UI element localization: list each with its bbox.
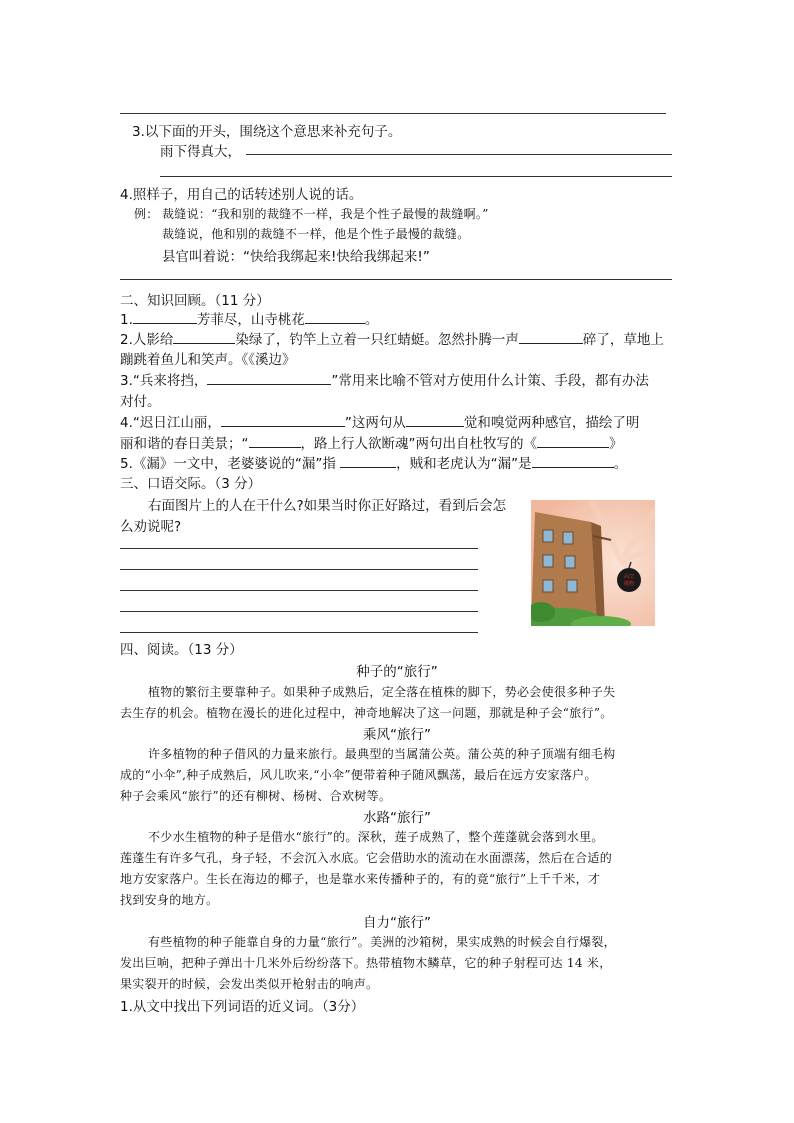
subtitle-self: 自力“旅行”: [363, 915, 431, 931]
q4-example-line1: 裁缝说：“我和别的裁缝不一样，我是个性子最慢的裁缝啊。”: [162, 207, 489, 221]
section2-heading: 二、知识回顾。（11 分）: [120, 293, 270, 309]
answer-line-s3-4[interactable]: [120, 611, 478, 612]
s2-item4-d: 丽和谐的春日美景；“: [120, 436, 249, 452]
q3-prompt: 雨下得真大，: [160, 144, 241, 160]
s2-item4-c: 觉和嗅觉两种感官，描绘了明: [463, 415, 640, 431]
blank-1b[interactable]: [305, 311, 365, 324]
blank-4d[interactable]: [537, 435, 609, 448]
s2-item4-line2: [120, 432, 623, 452]
q4-example-prefix: 例：: [134, 207, 159, 221]
q4-example-line2: 裁缝说，他和别的裁缝不一样，他是个性子最慢的裁缝。: [162, 227, 470, 241]
answer-line-q3b[interactable]: [160, 176, 672, 177]
subtitle-water: 水路“旅行”: [363, 810, 431, 826]
s2-item2-c: 碎了，草地上: [582, 332, 664, 348]
s2-item1: [120, 308, 378, 328]
s2-item4-e: ，路上行人欲断魂”两句出自杜牧写的《: [300, 436, 537, 452]
s2-item2-b: 染绿了，钓竿上立着一只红蜻蜓。忽然扑腾一声: [235, 332, 519, 348]
p3-line4: 找到安身的地方。: [120, 893, 219, 907]
s2-item1-c: 。: [364, 312, 379, 328]
section3-heading: 三、口语交际。（3 分）: [120, 476, 262, 492]
blank-4b[interactable]: [406, 414, 464, 427]
s2-item5: [120, 452, 627, 472]
p3-line3: 地方安家落户。生长在海边的椰子，也是靠水来传播种子的，有的竟“旅行”上千千米，才: [120, 872, 601, 886]
answer-line-s3-1[interactable]: [120, 548, 478, 549]
falling-object: [617, 568, 641, 592]
blank-2a[interactable]: [173, 331, 235, 344]
s2-item5-a: 5.《漏》一文中，老婆婆说的“漏”指: [120, 456, 341, 472]
q4-example-line3: 县官叫着说：“快给我绑起来!快给我绑起来!”: [162, 249, 430, 265]
q3-label: 3.以下面的开头，围绕这个意思来补充句子。: [132, 124, 402, 140]
answer-line-q3a[interactable]: [246, 154, 672, 155]
s2-item4: [120, 411, 639, 431]
s2-item2-d: 蹦跳着鱼儿和笑声。《《溪边》: [120, 352, 296, 368]
p3-line2: 莲蓬生有许多气孔，身子轻，不会沉入水底。它会借助水的流动在水面漂荡，然后在合适的: [120, 851, 613, 865]
s2-item1-a: 1.: [120, 312, 133, 328]
p2-line2: 成的“小伞”,种子成熟后，风儿吹来,“小伞”便带着种子随风飘荡，最后在远方安家落户。: [120, 768, 597, 782]
illustration-building: [531, 500, 655, 626]
answer-line-s3-5[interactable]: [120, 632, 478, 633]
s2-item2: [120, 328, 664, 348]
blank-5b[interactable]: [532, 455, 614, 468]
blank-4c[interactable]: [249, 435, 301, 448]
s3-line2: 么劝说呢?: [120, 519, 182, 535]
p2-line1: 许多植物的种子借风的力量来旅行。最典型的当属蒲公英。蒲公英的种子顶端有细毛构: [148, 747, 616, 761]
p4-line3: 果实裂开的时候，会发出类似开枪射击的响声。: [120, 977, 379, 991]
blank-2b[interactable]: [519, 331, 583, 344]
blank-3a[interactable]: [207, 372, 331, 385]
answer-line-top[interactable]: [120, 113, 666, 114]
s2-item1-b: 芳菲尽，山寺桃花: [196, 312, 305, 328]
building-illustration-svg: [531, 500, 655, 626]
s2-item3-c: 对付。: [120, 394, 161, 410]
s2-item5-c: 。: [613, 456, 628, 472]
reading-title: 种子的“旅行”: [356, 664, 438, 680]
blank-1a[interactable]: [133, 311, 197, 324]
s3-line1: 右面图片上的人在干什么?如果当时你正好路过，看到后会怎: [148, 498, 507, 514]
s2-item5-b: ，贼和老虎认为“漏”是: [396, 456, 532, 472]
sign-text-2: 抛物: [623, 581, 635, 587]
sign-text-1: 高空: [623, 574, 635, 580]
p4-line2: 发出巨响，把种子弹出十几米外后纷纷落下。热带植物木鳞草，它的种子射程可达 14 米，: [120, 956, 612, 970]
blank-5a[interactable]: [340, 455, 396, 468]
p3-line1: 不少水生植物的种子是借水“旅行”的。深秋，莲子成熟了，整个莲蓬就会落到水里。: [148, 830, 604, 844]
section4-heading: 四、阅读。（13 分）: [120, 642, 243, 658]
s2-item3-a: 3.“兵来将挡，: [120, 373, 208, 389]
p2-line3: 种子会乘风“旅行”的还有柳树、杨树、合欢树等。: [120, 789, 392, 803]
p1-line1: 植物的繁衍主要靠种子。如果种子成熟后，定全落在植株的脚下，势必会使很多种子失: [148, 685, 616, 699]
answer-line-s3-2[interactable]: [120, 569, 478, 570]
q4-label: 4.照样子，用自己的话转述别人说的话。: [120, 187, 363, 203]
reading-question-1: 1.从文中找出下列词语的近义词。（3分）: [120, 999, 365, 1015]
p1-line2: 去生存的机会。植物在漫长的进化过程中，神奇地解决了这一问题，那就是种子会“旅行”。: [120, 706, 613, 720]
answer-line-q4[interactable]: [120, 279, 672, 280]
s2-item3: [120, 369, 649, 389]
subtitle-wind: 乘风“旅行”: [363, 727, 431, 743]
s2-item4-a: 4.“迟日江山丽，: [120, 415, 221, 431]
blank-4a[interactable]: [221, 414, 345, 427]
s2-item4-f: 》: [609, 436, 623, 452]
s2-item3-b: ”常用来比喻不管对方使用什么计策、手段，都有办法: [331, 373, 649, 389]
s2-item2-a: 2.人影给: [120, 332, 174, 348]
p4-line1: 有些植物的种子能靠自身的力量“旅行”。美洲的沙箱树，果实成熟的时候会自行爆裂，: [148, 935, 616, 949]
s2-item4-b: ”这两句从: [344, 415, 406, 431]
answer-line-s3-3[interactable]: [120, 590, 478, 591]
